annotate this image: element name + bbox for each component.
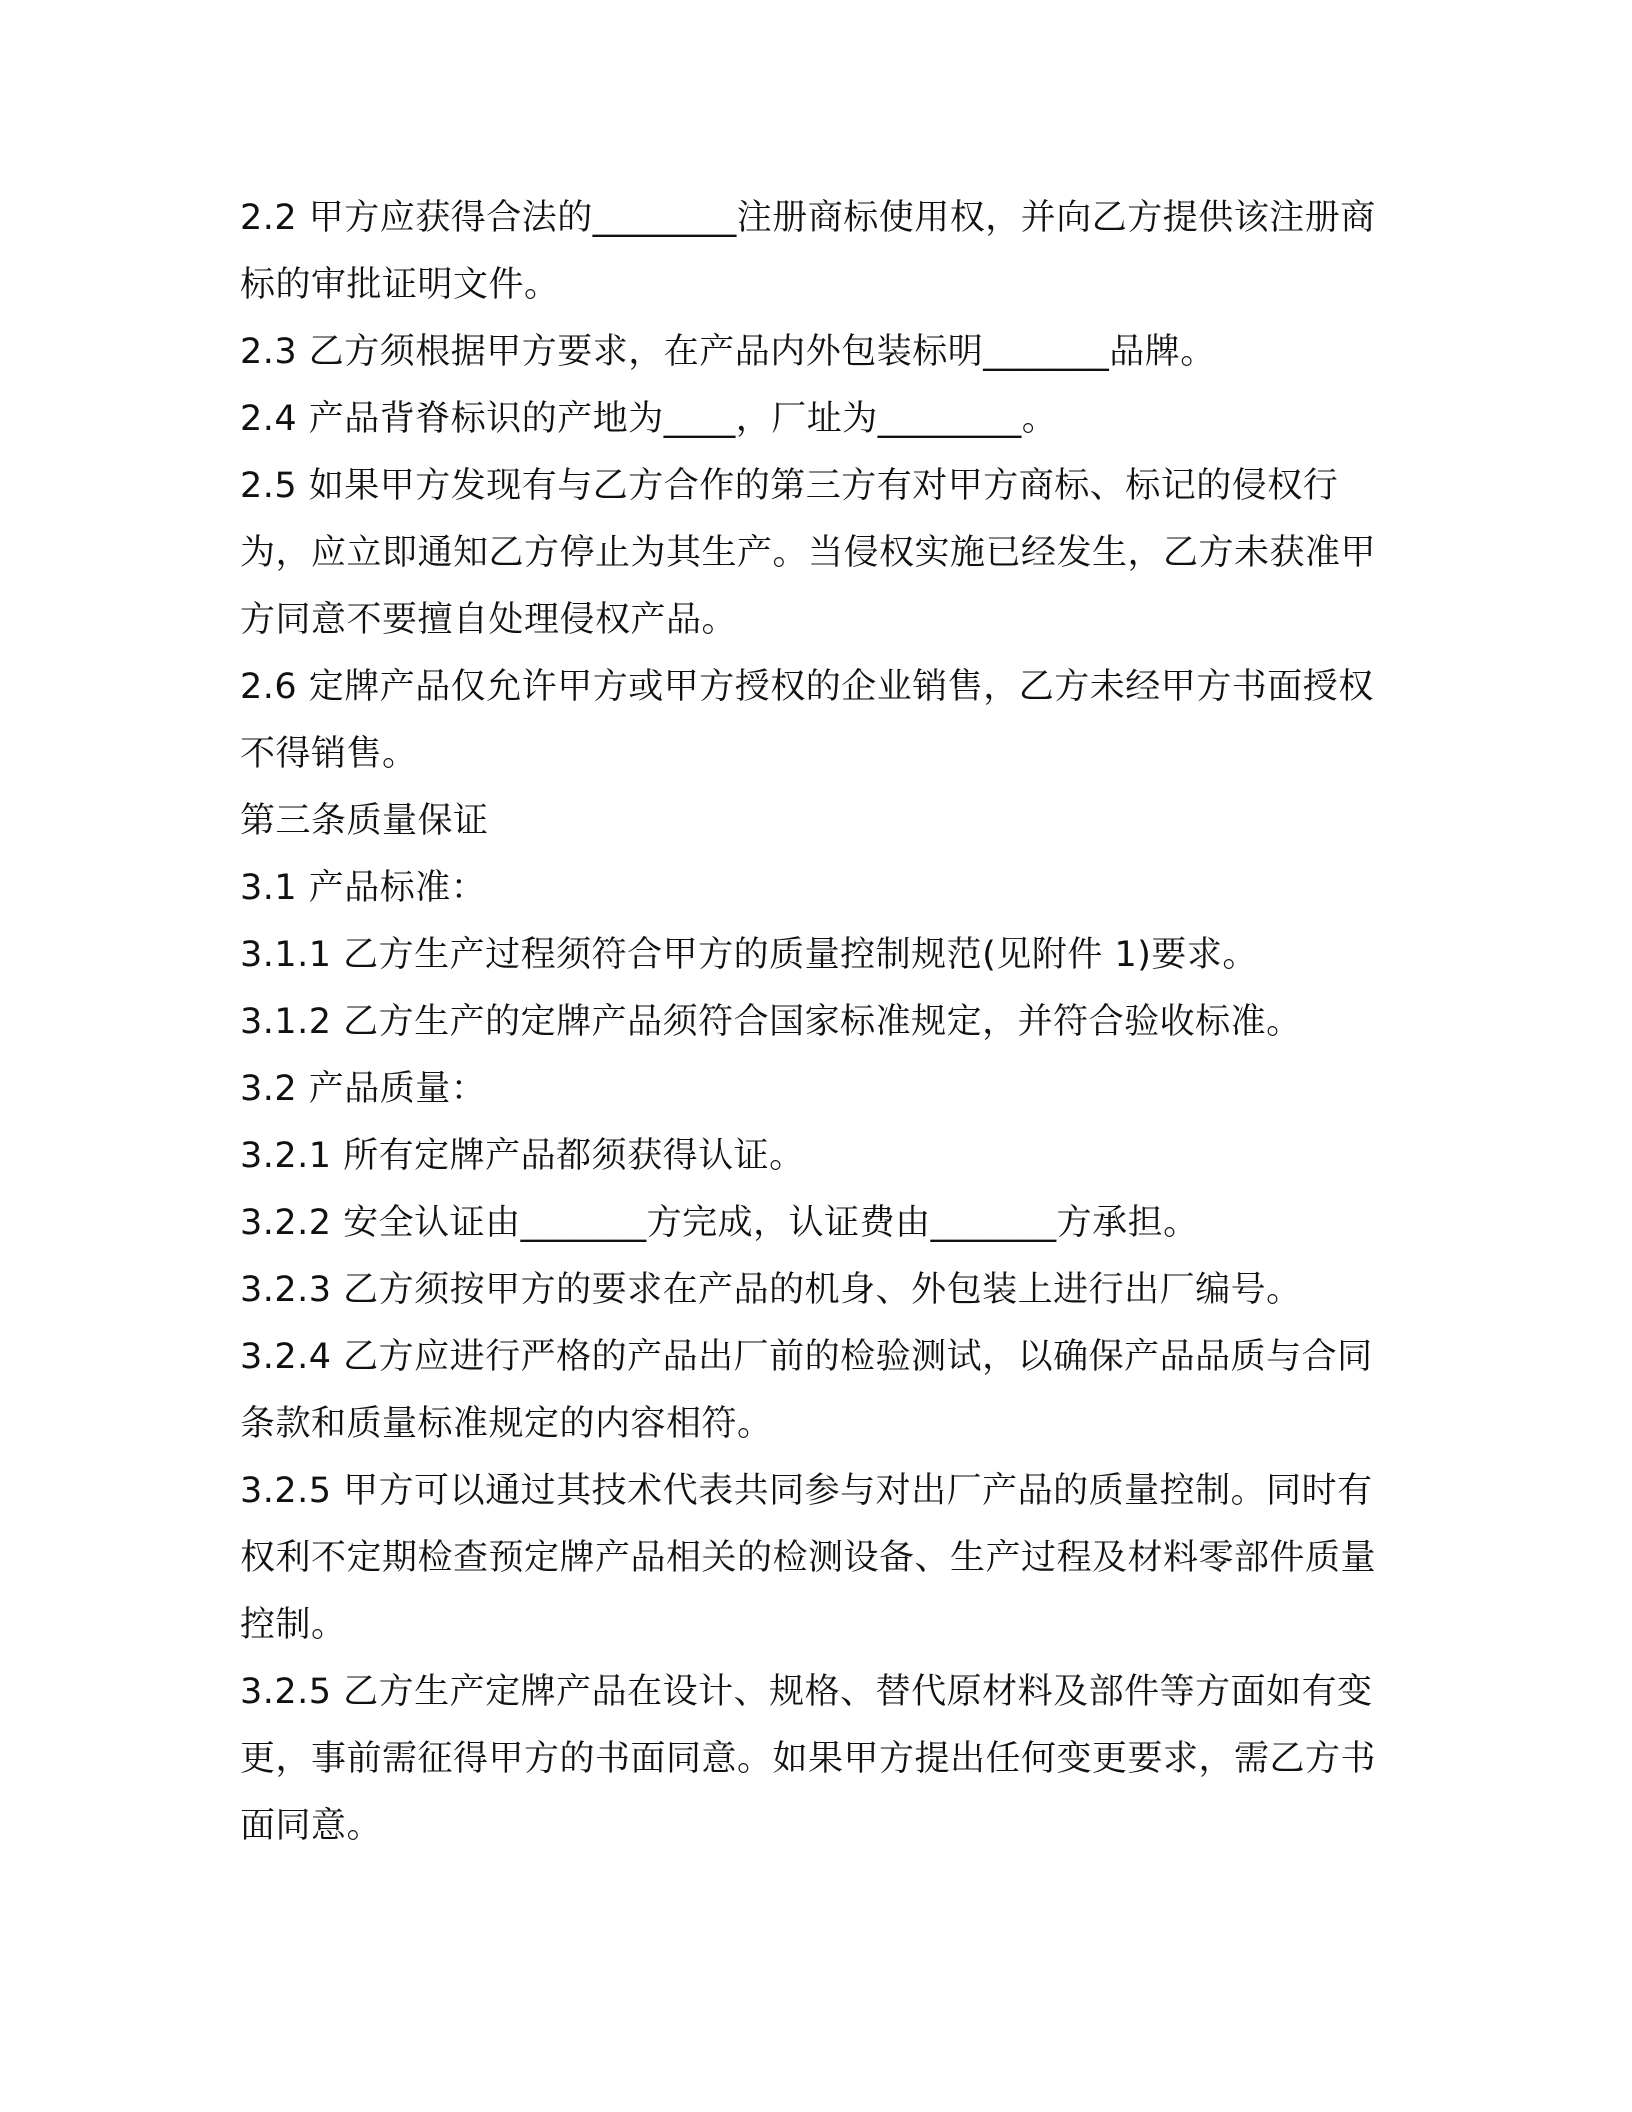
clause-3-1-2: 3.1.2 乙方生产的定牌产品须符合国家标准规定，并符合验收标准。 [240, 1002, 1302, 1042]
clause-3-2-3: 3.2.3 乙方须按甲方的要求在产品的机身、外包装上进行出厂编号。 [240, 1270, 1302, 1310]
clause-2-6: 2.6 定牌产品仅允许甲方或甲方授权的企业销售，乙方未经甲方书面授权不得销售。 [240, 667, 1374, 774]
clause-2-4: 2.4 产品背脊标识的产地为____，厂址为________。 [240, 399, 1058, 439]
clause-3-1-1: 3.1.1 乙方生产过程须符合甲方的质量控制规范(见附件 1)要求。 [240, 935, 1258, 975]
clause-3-2: 3.2 产品质量： [240, 1069, 487, 1109]
clause-2-3: 2.3 乙方须根据甲方要求，在产品内外包装标明_______品牌。 [240, 332, 1216, 372]
clause-3-2-5-a: 3.2.5 甲方可以通过其技术代表共同参与对出厂产品的质量控制。同时有权利不定期检查预定牌产品相关的检测设备、生产过程及材料零部件质量控制。 [240, 1471, 1377, 1645]
clause-2-2: 2.2 甲方应获得合法的________注册商标使用权，并向乙方提供该注册商标的审批证明文件。 [240, 198, 1376, 305]
document-body [240, 185, 1390, 1860]
section-heading-article-3: 第三条质量保证 [240, 801, 489, 841]
clause-3-2-5-b: 3.2.5 乙方生产定牌产品在设计、规格、替代原材料及部件等方面如有变更，事前需征得甲方的书面同意。如果甲方提出任何变更要求，需乙方书面同意。 [240, 1672, 1377, 1846]
clause-2-5: 2.5 如果甲方发现有与乙方合作的第三方有对甲方商标、标记的侵权行为，应立即通知乙方停止为其生产。当侵权实施已经发生，乙方未获准甲方同意不要擅自处理侵权产品。 [240, 466, 1377, 640]
clause-3-2-4: 3.2.4 乙方应进行严格的产品出厂前的检验测试，以确保产品品质与合同条款和质量标准规定的内容相符。 [240, 1337, 1373, 1444]
clause-3-2-2: 3.2.2 安全认证由_______方完成，认证费由_______方承担。 [240, 1203, 1199, 1243]
clause-3-2-1: 3.2.1 所有定牌产品都须获得认证。 [240, 1136, 805, 1176]
clause-3-1: 3.1 产品标准： [240, 868, 487, 908]
